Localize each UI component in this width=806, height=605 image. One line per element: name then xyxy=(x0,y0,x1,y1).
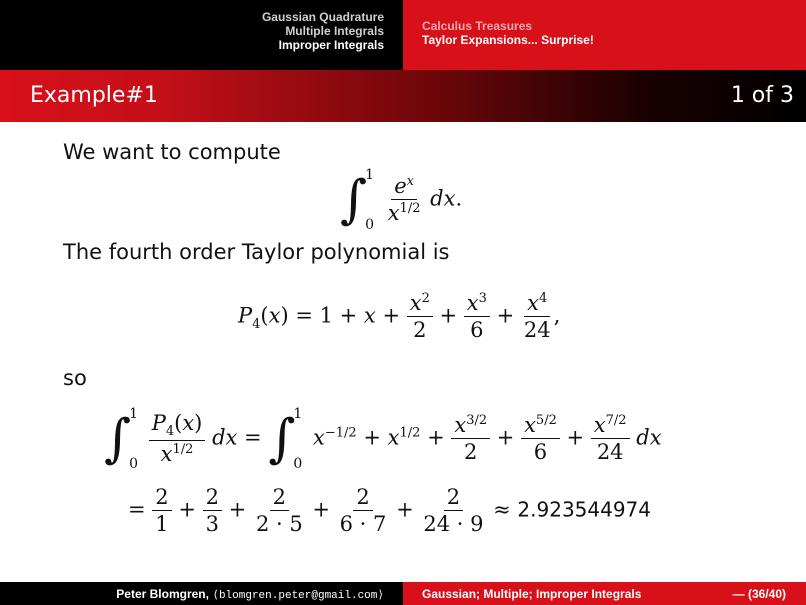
frame-part-counter: 1 of 3 xyxy=(730,83,794,108)
nav-item-multiple-integrals[interactable]: Multiple Integrals xyxy=(285,24,384,38)
nav-item-calculus-treasures[interactable]: Calculus Treasures xyxy=(422,19,533,33)
footer-author: Peter Blomgren, xyxy=(116,587,209,601)
integral-equation: ∫ 1 0 $\frac{e^x}{x^{1/2}}$ dx. xyxy=(340,167,463,233)
approx-value: 2.923544974 xyxy=(517,497,652,522)
result-equation: = $\frac{2}{1}$ + $\frac{2}{3}$ + $\frac{2}{2 \cdot 5}$ + $\frac{2}{6 \cdot 7}$ + $\frac{2}{24 \cdot 9}$ ≈ 2.923544974 xyxy=(128,485,652,537)
footer-section: Gaussian; Multiple; Improper Integrals xyxy=(422,587,642,601)
integral-expansion-equation: ∫ 1 0 $\frac{P_4(x)}{x^{1/2}}$ dx = ∫ 1 0 $x^{-1/2} + x^{1/2}$ + $\frac{x^{3/2}}{2}$ + $\frac{x^{5/2}}{6}$ + $\frac{x^{7/2}}{24}$ dx xyxy=(104,406,662,472)
frame-title: Example#1 xyxy=(30,83,158,108)
nav-item-improper-integrals[interactable]: Improper Integrals xyxy=(278,38,384,52)
footer-section-block xyxy=(403,582,806,605)
footer-email: ⟨blomgren.peter@gmail.com⟩ xyxy=(212,590,384,602)
footer-author-block xyxy=(0,582,403,605)
nav-item-taylor-expansions[interactable]: Taylor Expansions... Surprise! xyxy=(422,33,594,47)
taylor-text: The fourth order Taylor polynomial is xyxy=(63,240,450,264)
section-nav-right xyxy=(403,0,806,70)
intro-text: We want to compute xyxy=(63,140,281,164)
so-text: so xyxy=(63,366,87,390)
nav-item-gaussian-quadrature[interactable]: Gaussian Quadrature xyxy=(261,10,384,24)
taylor-polynomial-equation: $P_4(x) = 1 + x$ + $\frac{x^2}{2}$ + $\frac{x^3}{6}$ + $\frac{x^4}{24}$ , xyxy=(238,291,561,343)
footer-bar xyxy=(0,582,806,605)
slide-content xyxy=(0,122,806,582)
frame-title-bar xyxy=(0,70,806,122)
footer-page-number: — (36/40) xyxy=(732,587,786,601)
header-navigation xyxy=(0,0,806,70)
section-nav-left xyxy=(0,0,403,70)
